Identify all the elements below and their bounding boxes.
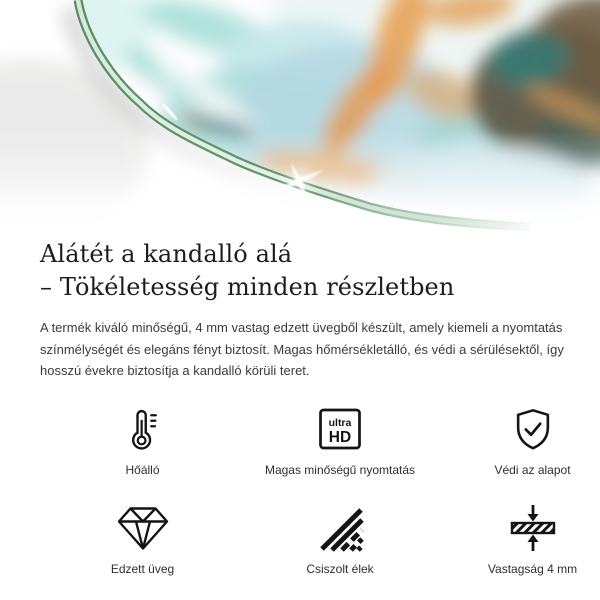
feature-thickness (435, 503, 600, 576)
feature-label: Hőálló (125, 462, 160, 477)
feature-label: Csiszolt élek (306, 561, 374, 576)
page-title-line2: – Tökéletesség minden részletben (40, 273, 455, 301)
feature-polished-edges (245, 503, 435, 576)
feature-protects-base (435, 404, 600, 477)
feature-label: Védi az alapot (494, 462, 571, 477)
shield-check-icon (510, 405, 556, 453)
ultra-hd-text-bottom: HD (328, 428, 352, 446)
feature-ultra-hd-print (245, 404, 435, 477)
feature-label: Edzett üveg (110, 561, 175, 576)
feature-grid (40, 404, 600, 576)
product-photo-glass-mat (0, 0, 600, 232)
page-title (40, 238, 600, 304)
feature-tempered-glass (40, 503, 245, 576)
ultra-hd-text-top: ultra (328, 416, 352, 429)
product-info-section (0, 238, 600, 576)
diamond-icon (115, 504, 171, 552)
thermometer-icon (121, 405, 165, 453)
thickness-icon (509, 504, 557, 552)
feature-label: Magas minőségű nyomtatás (264, 462, 416, 477)
page-title-line1: Alátét a kandalló alá (40, 240, 293, 268)
ultra-hd-icon (316, 405, 364, 453)
polished-edges-icon (315, 504, 365, 552)
feature-label: Vastagság 4 mm (487, 561, 578, 576)
feature-heat-resistant (40, 404, 245, 477)
product-description: A termék kiváló minőségű, 4 mm vastag edzett üvegből készült, amely kiemeli a nyomtatás színmélységét és elegáns fényt biztosít. Magas hőmérsékletálló, és védi a sérülésektől, így hosszú évekre biztosítja a kandalló körüli teret. (40, 320, 564, 378)
